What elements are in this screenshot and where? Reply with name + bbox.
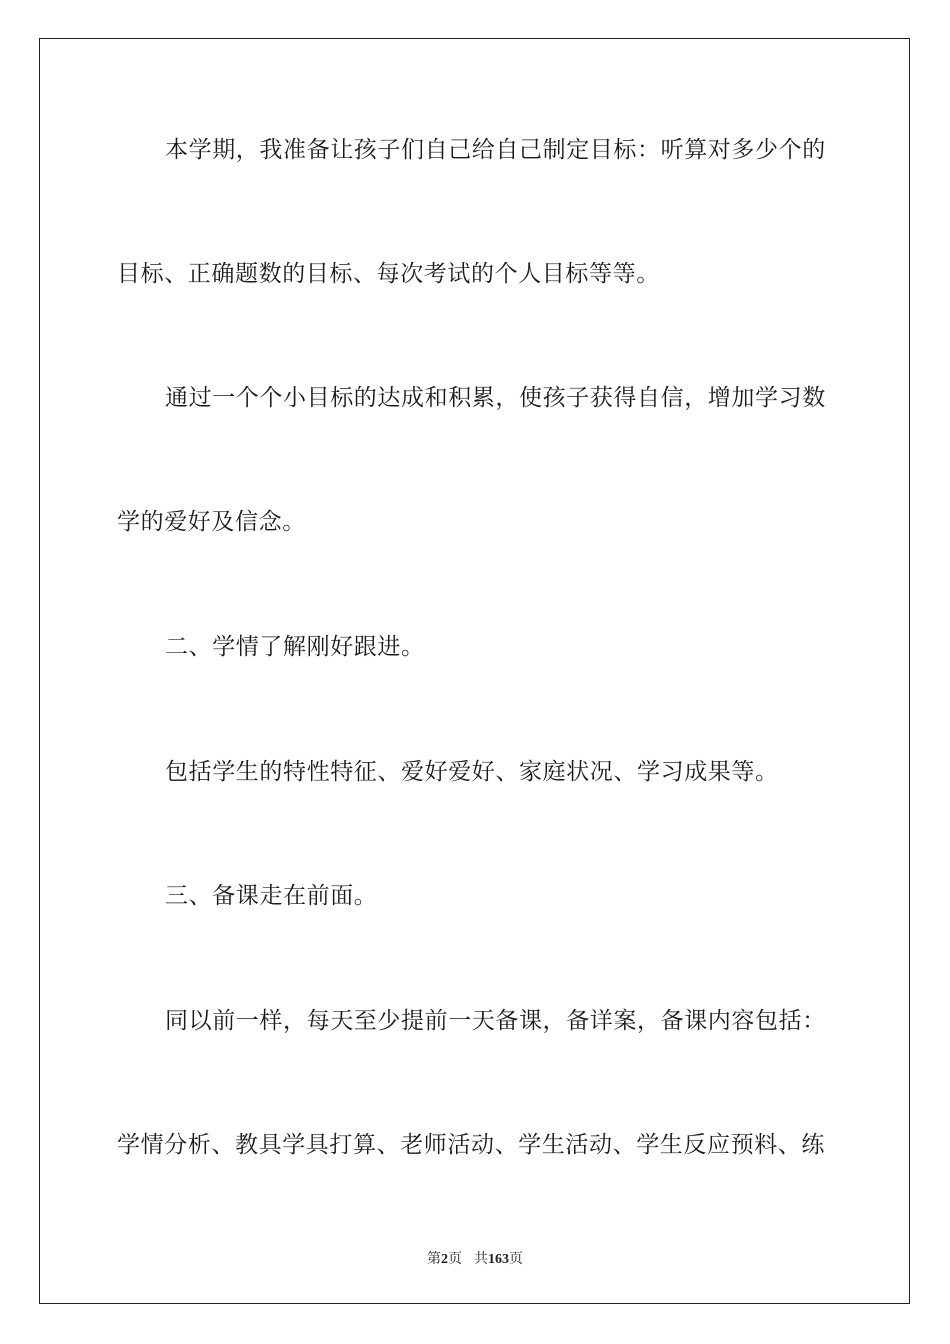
paragraph-line-4: 学的爱好及信念。: [117, 509, 306, 535]
paragraph-line-3: 通过一个个小目标的达成和积累，使孩子获得自信，增加学习数: [165, 385, 826, 411]
section-heading-3: 三、备课走在前面。: [165, 883, 378, 909]
page-border: [39, 38, 910, 1304]
section-heading-2: 二、学情了解刚好跟进。: [165, 634, 425, 660]
footer-total-suffix: 页: [509, 1252, 523, 1267]
footer-total-pages: 163: [488, 1252, 509, 1267]
paragraph-line-6: 包括学生的特性特征、爱好爱好、家庭状况、学习成果等。: [165, 759, 779, 785]
footer-page-number: 2: [441, 1252, 448, 1267]
page-footer: [0, 1248, 950, 1268]
footer-page-suffix: 页: [448, 1252, 462, 1267]
paragraph-line-9: 学情分析、教具学具打算、老师活动、学生活动、学生反应预料、练: [117, 1132, 825, 1158]
footer-total-prefix: 共: [474, 1252, 488, 1267]
paragraph-line-1: 本学期，我准备让孩子们自己给自己制定目标：听算对多少个的: [165, 137, 826, 163]
paragraph-line-2: 目标、正确题数的目标、每次考试的个人目标等等。: [117, 261, 660, 287]
paragraph-line-8: 同以前一样，每天至少提前一天备课，备详案，备课内容包括：: [165, 1008, 826, 1034]
footer-page-prefix: 第: [427, 1252, 441, 1267]
